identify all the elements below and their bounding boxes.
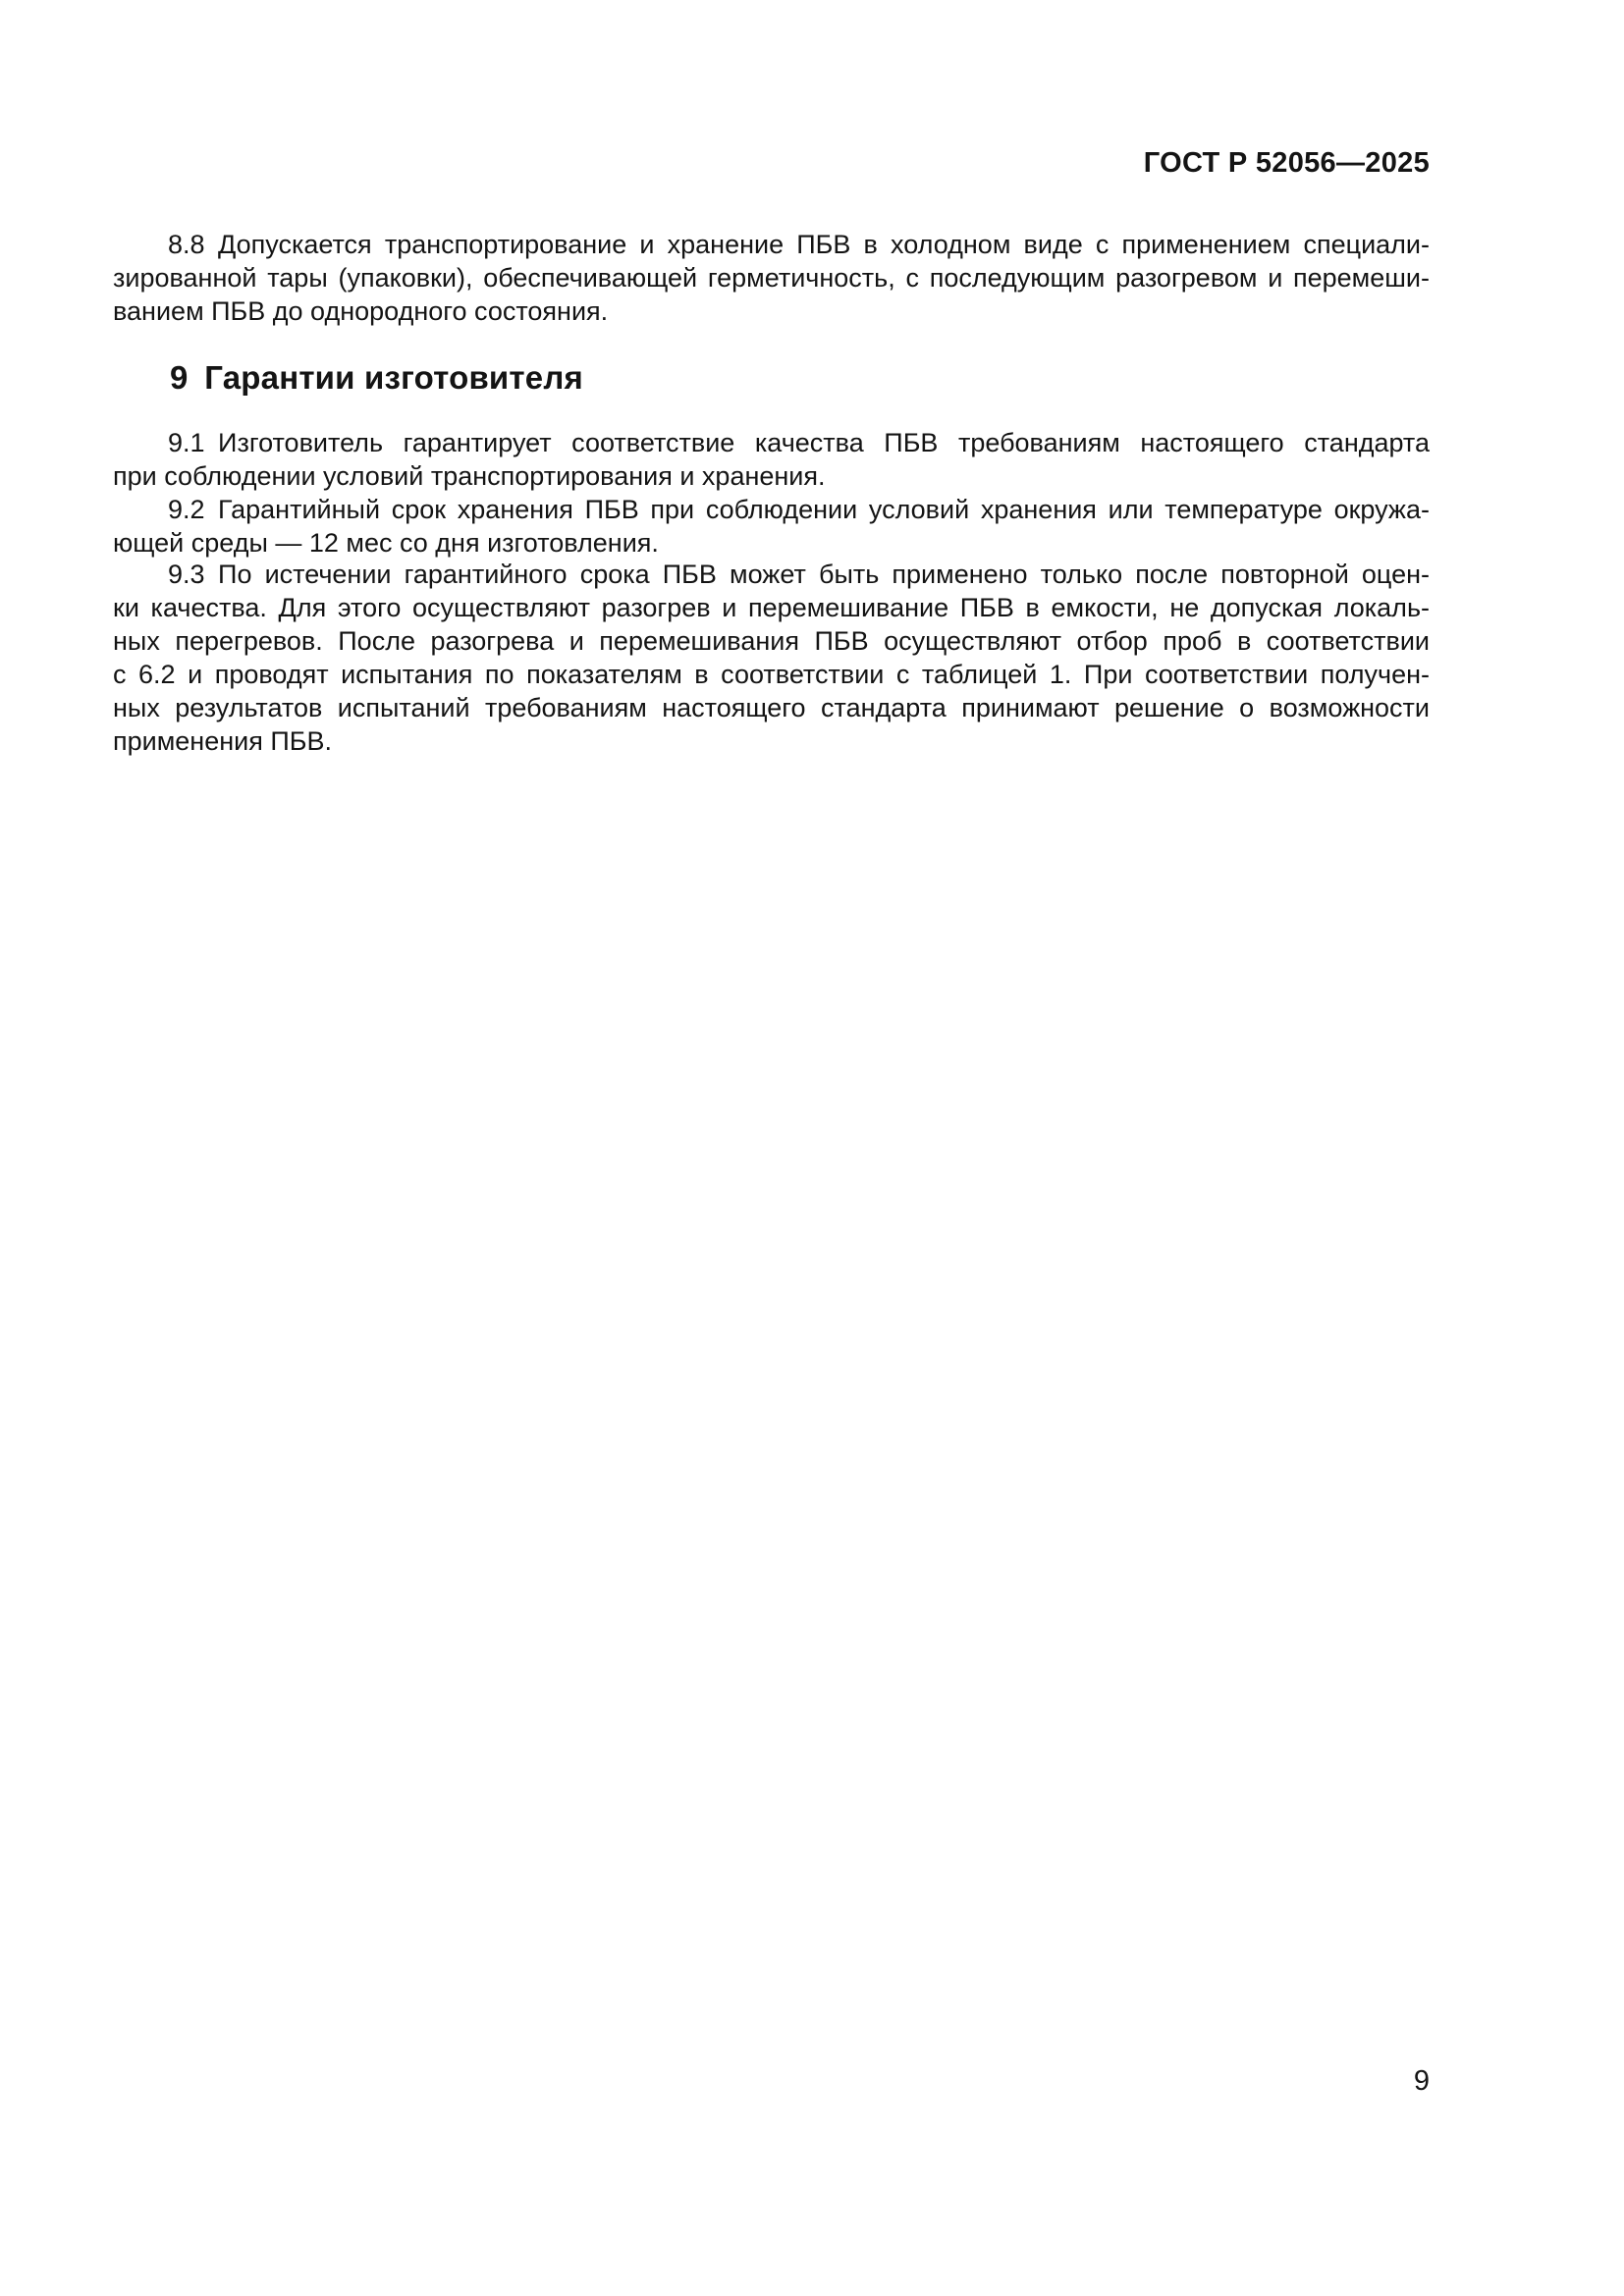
paragraph-line: ных результатов испытаний требованиям настоящего стандарта принимают решение о возможности — [113, 693, 1430, 722]
paragraph-9-2 — [113, 493, 1430, 560]
paragraph-9-3 — [113, 558, 1430, 758]
paragraph-line: ки качества. Для этого осуществляют разогрев и перемешивание ПБВ в емкости, не допуская локаль- — [113, 593, 1430, 622]
paragraph-line: применения ПБВ. — [113, 726, 332, 756]
paragraph-line: 9.2 Гарантийный срок хранения ПБВ при соблюдении условий хранения или температуре окружа- — [168, 495, 1430, 524]
document-code-header: ГОСТ Р 52056—2025 — [1143, 147, 1430, 179]
paragraph-line: 9.1 Изготовитель гарантирует соответствие качества ПБВ требованиям настоящего стандарта — [168, 428, 1430, 457]
paragraph-line: ющей среды — 12 мес со дня изготовления. — [113, 528, 659, 558]
paragraph-line: с 6.2 и проводят испытания по показателям в соответствии с таблицей 1. При соответствии получен- — [113, 660, 1430, 689]
paragraph-line: ванием ПБВ до однородного состояния. — [113, 296, 609, 326]
paragraph-line: зированной тары (упаковки), обеспечивающей герметичность, с последующим разогревом и перемеши- — [113, 263, 1430, 293]
paragraph-8-8 — [113, 228, 1430, 328]
section-9-heading: 9 Гарантии изготовителя — [170, 359, 583, 396]
paragraph-9-1 — [113, 426, 1430, 493]
paragraph-line: 8.8 Допускается транспортирование и хранение ПБВ в холодном виде с применением специали- — [168, 230, 1430, 259]
paragraph-line: при соблюдении условий транспортирования и хранения. — [113, 461, 826, 491]
page-number: 9 — [1413, 2065, 1430, 2097]
paragraph-line: ных перегревов. После разогрева и перемешивания ПБВ осуществляют отбор проб в соответствии — [113, 626, 1430, 656]
paragraph-line: 9.3 По истечении гарантийного срока ПБВ может быть применено только после повторной оцен- — [168, 560, 1430, 589]
